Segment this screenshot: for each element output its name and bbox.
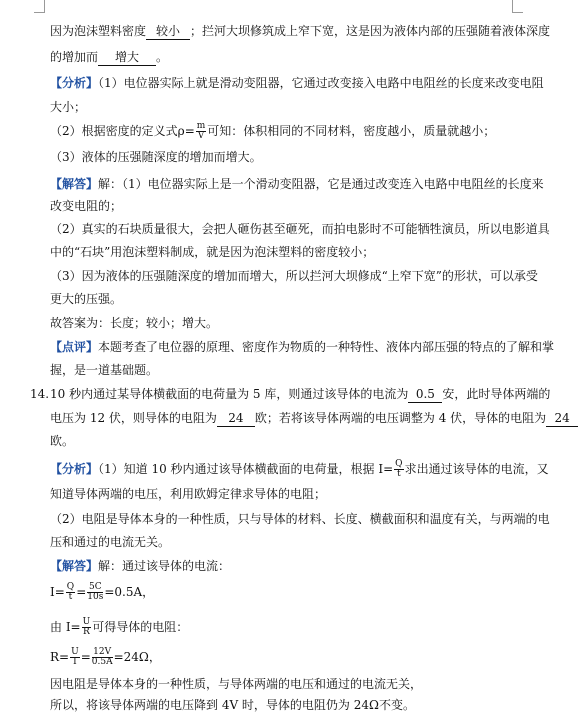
question-text: 电压为 12 伏，则导体的电阻为 — [50, 411, 217, 425]
fraction-numerator: m — [196, 121, 206, 131]
equation-text: = — [76, 585, 87, 599]
solution-tag: 【解答】 — [50, 559, 99, 573]
equation-text: =0.5A， — [104, 585, 155, 599]
analysis-text: 求出通过该导体的电流，又 — [404, 462, 549, 476]
analysis-text: 可知：体积相同的不同材料，密度越小，质量就越小； — [207, 124, 496, 138]
fraction-denominator: I — [73, 657, 77, 667]
fraction-numerator: 5C — [88, 582, 102, 592]
solution-1-line-4: 中的“石块”用泡沫塑料制成，就是因为泡沫塑料的密度较小； — [50, 245, 375, 259]
answer-blank-resistance-2: 24 — [546, 411, 578, 427]
answer-blank-1: 较小 — [146, 24, 190, 40]
fraction-denominator: V — [197, 131, 205, 141]
current-fraction — [394, 460, 403, 479]
equation-text: =24Ω， — [113, 650, 161, 664]
intro-text: 。 — [156, 50, 169, 64]
question-14-line-1 — [50, 387, 550, 403]
analysis-text: （2）根据密度的定义式ρ= — [50, 124, 195, 138]
intro-text: 因为泡沫塑料密度 — [50, 24, 147, 38]
question-text: 欧；若将该导体两端的电压调整为 4 伏，导体的电阻为 — [254, 411, 547, 425]
solution-text: 解：通过该导体的电流： — [98, 559, 231, 573]
intro-line-1 — [50, 24, 550, 40]
solution-text: 解：（1）电位器实际上是一个滑动变阻器，它是通过改变连入电路中电阻丝的长度来 — [98, 177, 544, 191]
question-number: 14. — [30, 387, 50, 401]
ohm-fraction — [82, 618, 92, 637]
fraction-numerator: Q — [395, 459, 403, 469]
equation-fraction — [66, 583, 75, 602]
answer-blank-current: 0.5 — [408, 387, 442, 403]
solution-tag: 【解答】 — [50, 177, 99, 191]
analysis-2-line-4: 压和通过的电流无关。 — [50, 535, 171, 549]
equation-resistance — [50, 648, 161, 667]
analysis-2-line-2: 知道导体两端的电压，利用欧姆定律求导体的电阻； — [50, 487, 327, 501]
solution-2-line-3: 因电阻是导体本身的一种性质，与导体两端的电压和通过的电流无关， — [50, 677, 423, 691]
fraction-denominator: 0.5A — [91, 657, 113, 667]
equation-text: = — [80, 650, 91, 664]
analysis-1-line-1 — [50, 76, 544, 91]
page-corner-mark-left — [34, 0, 45, 13]
analysis-2-line-1 — [50, 460, 549, 479]
intro-text: 的增加而 — [50, 50, 99, 64]
comment-tag: 【点评】 — [50, 340, 99, 354]
fraction-denominator: R — [83, 627, 90, 637]
equation-fraction — [70, 648, 80, 667]
comment-text: 本题考查了电位器的原理、密度作为物质的一种特性、液体内部压强的特点的了解和掌 — [98, 340, 555, 354]
fraction-denominator: t — [68, 592, 73, 602]
analysis-tag: 【分析】 — [50, 76, 99, 90]
analysis-1-line-3 — [50, 122, 495, 141]
fraction-numerator: U — [71, 647, 79, 657]
answer-blank-2: 增大 — [98, 50, 156, 66]
analysis-tag: 【分析】 — [50, 462, 99, 476]
equation-fraction — [92, 648, 113, 667]
analysis-text: （1）电位器实际上就是滑动变阻器，它通过改变接入电路中电阻丝的长度来改变电阻 — [98, 76, 544, 90]
question-text: 安，此时导体两端的 — [442, 387, 551, 401]
question-14-line-3: 欧。 — [50, 434, 75, 448]
fraction-denominator: 10s — [87, 592, 104, 602]
comment-1-line-1 — [50, 340, 554, 355]
density-fraction — [196, 122, 207, 141]
solution-1-line-3: （2）真实的石块质量很大，会把人砸伤甚至砸死，而拍电影时不可能牺牲演员，所以电影道具 — [50, 222, 550, 236]
solution-text: 可得导体的电阻： — [92, 620, 189, 634]
fraction-denominator: t — [397, 469, 401, 479]
analysis-1-line-2: 大小； — [50, 100, 87, 114]
analysis-2-line-3: （2）电阻是导体本身的一种性质，只与导体的材料、长度、横截面积和温度有关，与两端的电 — [50, 512, 550, 526]
equation-current — [50, 583, 154, 602]
solution-1-line-2: 改变电阻的； — [50, 199, 123, 213]
equation-fraction — [87, 583, 103, 602]
fraction-numerator: Q — [66, 582, 75, 592]
analysis-1-line-4: （3）液体的压强随深度的增加而增大。 — [50, 150, 262, 164]
solution-2-line-4: 所以，将该导体两端的电压降到 4V 时，导体的电阻仍为 24Ω不变。 — [50, 698, 415, 712]
solution-2-line-2 — [50, 618, 188, 637]
solution-1-line-6: 更大的压强。 — [50, 292, 123, 306]
answer-blank-resistance: 24 — [217, 411, 255, 427]
solution-text: 由 I= — [50, 620, 81, 634]
equation-text: R= — [50, 650, 70, 664]
question-text: 10 秒内通过某导体横截面的电荷量为 5 库，则通过该导体的电流为 — [50, 387, 409, 401]
fraction-numerator: 12V — [93, 647, 112, 657]
solution-1-line-1 — [50, 177, 544, 192]
solution-1-line-5: （3）因为液体的压强随深度的增加而增大，所以拦河大坝修成“上窄下宽”的形状，可以承受 — [50, 269, 538, 283]
page-corner-mark-right — [512, 0, 523, 13]
comment-1-line-2: 握，是一道基础题。 — [50, 363, 159, 377]
solution-2-line-1 — [50, 559, 230, 574]
analysis-text: （1）知道 10 秒内通过该导体横截面的电荷量，根据 I= — [98, 462, 394, 476]
equation-text: I= — [50, 585, 65, 599]
intro-text: ；拦河大坝修筑成上窄下宽，这是因为液体内部的压强随着液体深度 — [190, 24, 551, 38]
question-14-line-2 — [50, 411, 578, 427]
solution-1-answer: 故答案为：长度；较小；增大。 — [50, 316, 219, 330]
fraction-numerator: U — [82, 617, 91, 627]
intro-line-2 — [50, 50, 168, 66]
